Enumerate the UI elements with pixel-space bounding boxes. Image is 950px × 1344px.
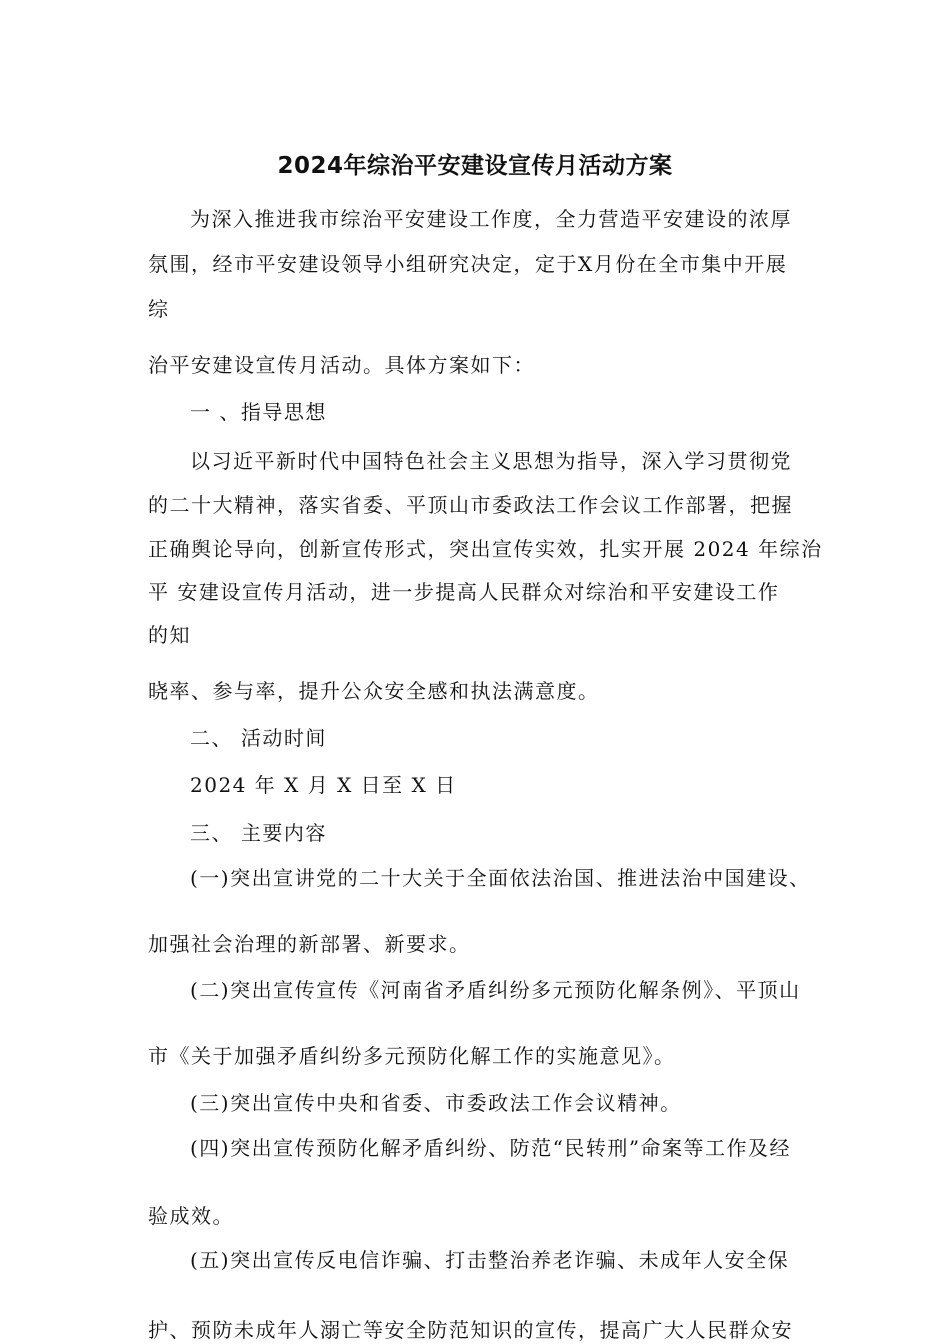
section-heading: 一 、指导思想 [190, 400, 327, 424]
document-title: 2024年综治平安建设宣传月活动方案 [277, 153, 673, 179]
paragraph-line: 平 安建设宣传月活动，进一步提高人民群众对综治和平安建设工作 [148, 580, 780, 604]
paragraph-line: 的二十大精神，落实省委、平顶山市委政法工作会议工作部署，把握 [148, 493, 793, 517]
list-item-line: 加强社会治理的新部署、新要求。 [148, 932, 471, 956]
list-item-line: 护、预防未成年人溺亡等安全防范知识的宣传，提高广大人民群众安 [148, 1318, 793, 1342]
paragraph-line: 为深入推进我市综治平安建设工作度，全力营造平安建设的浓厚 [190, 207, 792, 231]
list-item-line: (四)突出宣传预防化解矛盾纠纷、防范“民转刑”命案等工作及经 [190, 1136, 792, 1160]
paragraph-line: 氛围，经市平安建设领导小组研究决定，定于X月份在全市集中开展 [148, 252, 788, 276]
paragraph-line: 综 [148, 297, 170, 321]
paragraph-line: 治平安建设宣传月活动。具体方案如下： [148, 353, 535, 377]
list-item-line: (三)突出宣传中央和省委、市委政法工作会议精神。 [190, 1091, 682, 1115]
paragraph-line: 的知 [148, 623, 191, 647]
list-item-line: (五)突出宣传反电信诈骗、打击整治养老诈骗、未成年人安全保 [190, 1248, 790, 1272]
paragraph-line: 2024 年 X 月 X 日至 X 日 [190, 773, 457, 797]
section-heading: 三、 主要内容 [190, 821, 327, 845]
paragraph-line: 晓率、参与率，提升公众安全感和执法满意度。 [148, 679, 600, 703]
section-heading: 二、 活动时间 [190, 726, 327, 750]
list-item-line: (一)突出宣讲党的二十大关于全面依法治国、推进法治中国建设、 [190, 866, 811, 890]
list-item-line: 市《关于加强矛盾纠纷多元预防化解工作的实施意见》。 [148, 1044, 676, 1068]
list-item-line: 验成效。 [148, 1204, 234, 1228]
list-item-line: (二)突出宣传宣传《河南省矛盾纠纷多元预防化解条例》、平顶山 [190, 978, 801, 1002]
paragraph-line: 正确舆论导向，创新宣传形式，突出宣传实效，扎实开展 2024 年综治 [148, 537, 823, 561]
paragraph-line: 以习近平新时代中国特色社会主义思想为指导，深入学习贯彻党 [190, 449, 792, 473]
